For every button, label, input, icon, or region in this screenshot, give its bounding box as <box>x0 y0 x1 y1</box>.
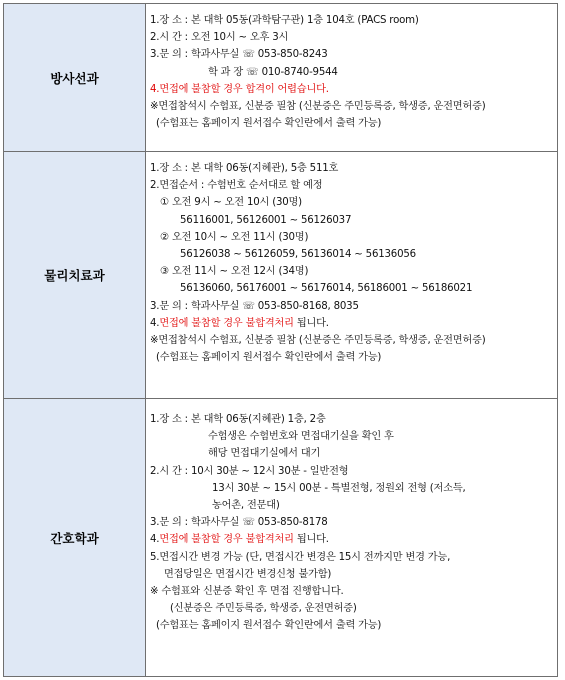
detail-line: 56116001, 56126001 ~ 56126037 <box>180 214 352 226</box>
department-name: 물리치료과 <box>4 152 146 399</box>
suffix: 됩니다. <box>293 317 329 329</box>
prefix: 4. <box>150 534 160 546</box>
detail-line <box>150 531 557 548</box>
detail-line: 56136060, 56176001 ~ 56176014, 56186001 ~ 56186021 <box>180 283 473 295</box>
detail-line: 2.시 간 : 오전 10시 ~ 오후 3시 <box>150 32 289 44</box>
detail-line: 수험생은 수험번호와 면접대기실을 확인 후 <box>208 431 394 443</box>
detail-line: 3.문 의 : 학과사무실 ☏ 053-850-8243 <box>150 49 328 61</box>
detail-line: ※면접참석시 수험표, 신분증 필참 (신분증은 주민등록증, 학생증, 운전면허증) <box>150 334 486 346</box>
detail-line: 3.문 의 : 학과사무실 ☏ 053-850-8168, 8035 <box>150 300 359 312</box>
detail-line: ③ 오전 11시 ~ 오전 12시 (34명) <box>160 266 309 278</box>
interview-info-table <box>3 3 558 677</box>
detail-line: (수험표는 홈페이지 원서접수 확인란에서 출력 가능) <box>156 620 382 632</box>
prefix: 4. <box>150 317 160 329</box>
detail-line: 1.장 소 : 본 대학 06동(지혜관) 1층, 2층 <box>150 414 326 425</box>
detail-line: 5.면접시간 변경 가능 (단, 면접시간 변경은 15시 전까지만 변경 가능, <box>150 551 451 563</box>
section-row-radiology <box>4 4 558 152</box>
department-name: 간호학과 <box>4 399 146 677</box>
detail-line: 2.면접순서 : 수험번호 순서대로 할 예정 <box>150 180 323 192</box>
warning-text: 면접에 불참할 경우 불합격처리 <box>159 534 294 546</box>
warning-text: 면접에 불참할 경우 불합격처리 <box>159 317 294 329</box>
detail-line: 56126038 ~ 56126059, 56136014 ~ 56136056 <box>180 248 416 260</box>
detail-line: ① 오전 9시 ~ 오전 10시 (30명) <box>160 197 302 209</box>
department-details <box>146 399 558 677</box>
department-details <box>146 152 558 399</box>
detail-line: 면접당일은 면접시간 변경신청 불가함) <box>164 568 332 580</box>
detail-line: 2.시 간 : 10시 30분 ~ 12시 30분 - 일반전형 <box>150 465 349 477</box>
detail-line: (수험표는 홈페이지 원서접수 확인란에서 출력 가능) <box>156 118 382 130</box>
detail-line: ※ 수험표와 신분증 확인 후 면접 진행합니다. <box>150 585 344 597</box>
detail-line: ※면접참석시 수험표, 신분증 필참 (신분증은 주민등록증, 학생증, 운전면허증) <box>150 100 486 112</box>
detail-line: 해당 면접대기실에서 대기 <box>208 448 321 460</box>
detail-line: (신분증은 주민등록증, 학생증, 운전면허증) <box>170 603 357 615</box>
section-row-nursing <box>4 399 558 677</box>
detail-line: ② 오전 10시 ~ 오전 11시 (30명) <box>160 231 309 243</box>
detail-line: 1.장 소 : 본 대학 06동(지혜관), 5층 511호 <box>150 163 339 174</box>
detail-line: 1.장 소 : 본 대학 05동(과학탐구관) 1층 104호 (PACS room) <box>150 15 419 26</box>
detail-line <box>150 315 557 332</box>
suffix: 됩니다. <box>293 534 329 546</box>
warning-line: 4.면접에 불참할 경우 합격이 어렵습니다. <box>150 83 329 95</box>
detail-line: (수험표는 홈페이지 원서접수 확인란에서 출력 가능) <box>156 352 382 364</box>
detail-line: 학 과 장 ☏ 010-8740-9544 <box>208 66 338 78</box>
detail-line: 13시 30분 ~ 15시 00분 - 특별전형, 정원외 전형 (저소득, <box>212 482 466 494</box>
department-name: 방사선과 <box>4 4 146 152</box>
detail-line: 농어촌, 전문대) <box>212 499 280 511</box>
section-row-physical-therapy <box>4 152 558 399</box>
detail-line: 3.문 의 : 학과사무실 ☏ 053-850-8178 <box>150 517 328 529</box>
department-details <box>146 4 558 152</box>
